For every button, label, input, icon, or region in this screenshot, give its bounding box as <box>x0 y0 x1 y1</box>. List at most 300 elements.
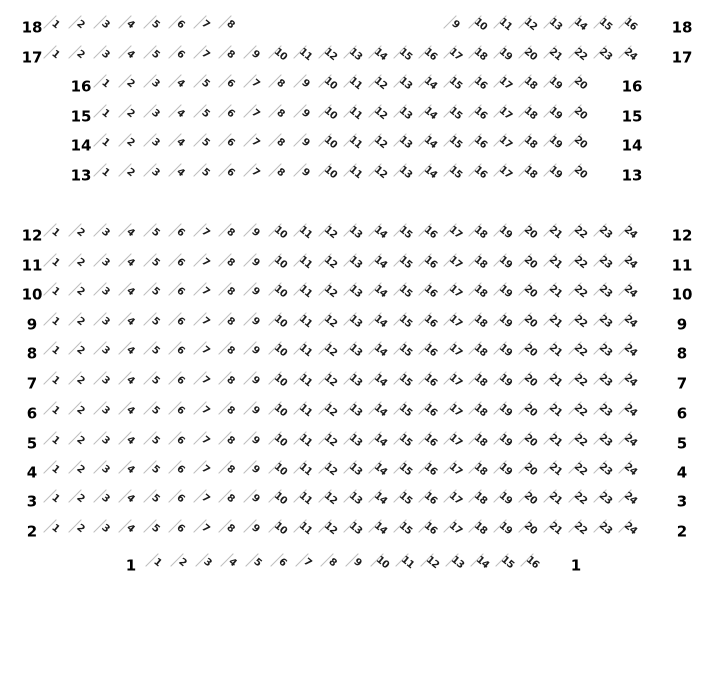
seat-number: 12 <box>321 313 339 330</box>
seat-number: 10 <box>271 283 289 300</box>
seat-number: 3 <box>149 166 162 179</box>
seat-number: 24 <box>621 254 639 271</box>
seat-number: 11 <box>296 342 314 359</box>
seat-number: 8 <box>274 166 287 179</box>
seat-number: 23 <box>596 224 614 241</box>
seat-number: 8 <box>224 492 237 505</box>
seat-number: 12 <box>321 342 339 359</box>
seat-number: 1 <box>49 48 62 61</box>
seat-number: 17 <box>446 46 464 63</box>
row-label-right: 18 <box>671 18 693 37</box>
seat-number: 15 <box>396 254 414 271</box>
seat-number: 17 <box>446 283 464 300</box>
seat-number: 13 <box>448 554 466 571</box>
seat-number: 1 <box>49 463 62 476</box>
seat-number: 11 <box>296 254 314 271</box>
seat-number: 22 <box>571 402 589 419</box>
seat-number: 12 <box>321 283 339 300</box>
seat-number: 13 <box>346 520 364 537</box>
seat-number: 10 <box>271 432 289 449</box>
row-label-left: 15 <box>70 107 92 126</box>
seat-number: 22 <box>571 342 589 359</box>
seat-number: 5 <box>149 48 162 61</box>
seat-number: 7 <box>199 522 212 535</box>
seat-number: 10 <box>373 554 391 571</box>
seat-number: 6 <box>174 344 187 357</box>
seat-number: 21 <box>546 254 564 271</box>
row-label-left: 18 <box>21 18 43 37</box>
seat-number: 4 <box>124 344 137 357</box>
seat-number: 1 <box>151 556 164 569</box>
seat-number: 7 <box>199 48 212 61</box>
seat-number: 1 <box>49 522 62 535</box>
seat-number: 12 <box>321 402 339 419</box>
seat-number: 16 <box>471 164 489 181</box>
seat-number: 1 <box>49 315 62 328</box>
seat-number: 24 <box>621 461 639 478</box>
seat-number: 24 <box>621 432 639 449</box>
seat-number: 1 <box>49 256 62 269</box>
seat-number: 18 <box>471 520 489 537</box>
seat-number: 3 <box>99 492 112 505</box>
seat-number: 9 <box>249 463 262 476</box>
seat-number: 12 <box>423 554 441 571</box>
seat-number: 6 <box>174 463 187 476</box>
seat-number: 10 <box>271 372 289 389</box>
seat-number: 22 <box>571 46 589 63</box>
seat-number: 12 <box>321 520 339 537</box>
seat-number: 6 <box>174 18 187 31</box>
seat-number: 1 <box>49 374 62 387</box>
seat-number: 11 <box>346 75 364 92</box>
seat-number: 10 <box>321 105 339 122</box>
seat-number: 3 <box>149 77 162 90</box>
seat-number: 5 <box>251 556 264 569</box>
row-label-left: 3 <box>26 492 38 511</box>
seat-number: 4 <box>124 226 137 239</box>
seat-number: 20 <box>571 105 589 122</box>
seat-number: 7 <box>199 226 212 239</box>
seat-number: 13 <box>346 342 364 359</box>
seat-number: 5 <box>149 434 162 447</box>
seat-number: 6 <box>174 404 187 417</box>
seat-number: 11 <box>296 520 314 537</box>
seat-number: 2 <box>74 492 87 505</box>
seat-number: 16 <box>421 372 439 389</box>
seat-number: 8 <box>224 463 237 476</box>
seat-number: 4 <box>124 256 137 269</box>
seat-number: 14 <box>421 164 439 181</box>
seat-number: 22 <box>571 432 589 449</box>
seat-number: 3 <box>99 315 112 328</box>
seat-number: 13 <box>346 313 364 330</box>
seat-number: 17 <box>496 134 514 151</box>
row-label-right: 11 <box>671 256 693 275</box>
seat-number: 2 <box>74 315 87 328</box>
seat-number: 12 <box>521 16 539 33</box>
seat-number: 17 <box>496 164 514 181</box>
seat-number: 6 <box>224 107 237 120</box>
seat-number: 22 <box>571 490 589 507</box>
seat-number: 18 <box>471 46 489 63</box>
seat-number: 17 <box>496 75 514 92</box>
seat-number: 5 <box>149 285 162 298</box>
seat-number: 4 <box>124 285 137 298</box>
seat-number: 2 <box>74 285 87 298</box>
seat-number: 8 <box>224 256 237 269</box>
seat-number: 16 <box>421 224 439 241</box>
seat-number: 1 <box>99 136 112 149</box>
seat-number: 8 <box>224 18 237 31</box>
seat-number: 11 <box>296 461 314 478</box>
seat-number: 14 <box>421 105 439 122</box>
row-label-left: 12 <box>21 226 43 245</box>
row-label-right: 2 <box>676 522 688 541</box>
seat-number: 11 <box>296 313 314 330</box>
seat-number: 3 <box>99 18 112 31</box>
seat-number: 19 <box>496 313 514 330</box>
seat-number: 9 <box>299 77 312 90</box>
seat-number: 19 <box>496 461 514 478</box>
seat-number: 18 <box>471 224 489 241</box>
seat-number: 18 <box>471 432 489 449</box>
seat-number: 15 <box>596 16 614 33</box>
seat-number: 20 <box>521 313 539 330</box>
seat-number: 5 <box>199 136 212 149</box>
seat-number: 20 <box>521 490 539 507</box>
seat-number: 8 <box>224 434 237 447</box>
seat-number: 16 <box>421 402 439 419</box>
seat-number: 12 <box>371 134 389 151</box>
seat-number: 18 <box>471 461 489 478</box>
seat-number: 1 <box>99 107 112 120</box>
row-label-left: 4 <box>26 463 38 482</box>
row-label-right: 10 <box>671 285 693 304</box>
seat-number: 21 <box>546 283 564 300</box>
seat-number: 22 <box>571 461 589 478</box>
seat-number: 8 <box>274 107 287 120</box>
seat-number: 17 <box>446 313 464 330</box>
seat-number: 2 <box>74 18 87 31</box>
seat-number: 11 <box>296 372 314 389</box>
seat-number: 21 <box>546 402 564 419</box>
seat-number: 19 <box>546 164 564 181</box>
seat-number: 8 <box>274 136 287 149</box>
seat-number: 3 <box>99 404 112 417</box>
seat-number: 4 <box>124 48 137 61</box>
seat-number: 1 <box>49 404 62 417</box>
row-label-right: 7 <box>676 374 688 393</box>
seat-number: 23 <box>596 283 614 300</box>
seat-number: 13 <box>396 75 414 92</box>
seat-number: 18 <box>521 164 539 181</box>
seat-number: 20 <box>521 402 539 419</box>
seat-number: 2 <box>74 404 87 417</box>
seat-number: 13 <box>346 461 364 478</box>
seat-number: 23 <box>596 402 614 419</box>
row-label-right: 15 <box>621 107 643 126</box>
row-label-right: 12 <box>671 226 693 245</box>
seat-number: 3 <box>201 556 214 569</box>
seat-number: 20 <box>521 342 539 359</box>
seat-number: 15 <box>396 224 414 241</box>
seat-number: 15 <box>446 75 464 92</box>
seat-number: 24 <box>621 283 639 300</box>
seat-number: 19 <box>496 402 514 419</box>
row-label-left: 7 <box>26 374 38 393</box>
seat-number: 17 <box>496 105 514 122</box>
seat-number: 11 <box>398 554 416 571</box>
seat-number: 9 <box>299 136 312 149</box>
seat-number: 15 <box>396 520 414 537</box>
seat-number: 19 <box>496 490 514 507</box>
seat-number: 4 <box>124 434 137 447</box>
seat-number: 1 <box>49 492 62 505</box>
seat-number: 9 <box>249 434 262 447</box>
seat-number: 17 <box>446 461 464 478</box>
seat-number: 8 <box>224 404 237 417</box>
seat-number: 6 <box>224 166 237 179</box>
seat-number: 7 <box>249 107 262 120</box>
seat-number: 22 <box>571 283 589 300</box>
seat-number: 20 <box>521 46 539 63</box>
seat-number: 20 <box>521 520 539 537</box>
seat-number: 13 <box>396 134 414 151</box>
seat-number: 9 <box>249 404 262 417</box>
seat-number: 14 <box>473 554 491 571</box>
seat-number: 2 <box>74 434 87 447</box>
seat-number: 17 <box>446 254 464 271</box>
seat-number: 15 <box>396 490 414 507</box>
seat-number: 9 <box>249 226 262 239</box>
seat-number: 15 <box>396 46 414 63</box>
seat-number: 22 <box>571 520 589 537</box>
seat-number: 19 <box>546 134 564 151</box>
seat-number: 9 <box>249 344 262 357</box>
seat-number: 18 <box>471 313 489 330</box>
seat-number: 8 <box>224 226 237 239</box>
seat-number: 16 <box>621 16 639 33</box>
seat-number: 15 <box>396 432 414 449</box>
seat-number: 3 <box>99 434 112 447</box>
seat-number: 9 <box>249 285 262 298</box>
seat-number: 11 <box>296 432 314 449</box>
seat-number: 14 <box>371 224 389 241</box>
seat-number: 21 <box>546 490 564 507</box>
seat-number: 10 <box>271 490 289 507</box>
seat-number: 13 <box>346 283 364 300</box>
seat-number: 7 <box>199 434 212 447</box>
row-label-left: 1 <box>125 556 137 575</box>
seat-number: 5 <box>149 315 162 328</box>
seat-number: 22 <box>571 313 589 330</box>
seat-number: 15 <box>446 105 464 122</box>
seat-number: 14 <box>371 372 389 389</box>
seat-number: 9 <box>249 48 262 61</box>
seat-number: 18 <box>471 283 489 300</box>
seat-number: 18 <box>471 254 489 271</box>
seat-number: 7 <box>249 77 262 90</box>
seat-number: 6 <box>174 226 187 239</box>
seat-number: 1 <box>99 77 112 90</box>
seat-number: 17 <box>446 224 464 241</box>
seat-number: 5 <box>149 226 162 239</box>
seat-number: 19 <box>496 520 514 537</box>
seat-number: 10 <box>271 461 289 478</box>
seat-number: 21 <box>546 372 564 389</box>
seat-number: 17 <box>446 490 464 507</box>
seat-number: 4 <box>124 315 137 328</box>
seat-number: 20 <box>521 254 539 271</box>
seat-number: 12 <box>321 372 339 389</box>
seat-number: 9 <box>299 166 312 179</box>
seat-number: 21 <box>546 432 564 449</box>
seat-number: 2 <box>124 107 137 120</box>
seat-number: 24 <box>621 490 639 507</box>
row-label-right: 6 <box>676 404 688 423</box>
seat-number: 17 <box>446 342 464 359</box>
seat-number: 18 <box>521 75 539 92</box>
seat-number: 4 <box>124 522 137 535</box>
seat-number: 24 <box>621 224 639 241</box>
seat-number: 12 <box>321 490 339 507</box>
seat-number: 21 <box>546 46 564 63</box>
seat-number: 5 <box>149 463 162 476</box>
seat-number: 14 <box>371 46 389 63</box>
seat-number: 16 <box>421 313 439 330</box>
seat-number: 6 <box>276 556 289 569</box>
seat-number: 12 <box>321 461 339 478</box>
seat-number: 5 <box>149 404 162 417</box>
seat-number: 4 <box>174 107 187 120</box>
seat-number: 14 <box>571 16 589 33</box>
seat-number: 19 <box>496 254 514 271</box>
seat-number: 1 <box>49 344 62 357</box>
seat-number: 21 <box>546 342 564 359</box>
seat-number: 2 <box>124 77 137 90</box>
seat-number: 11 <box>496 16 514 33</box>
seat-number: 5 <box>149 522 162 535</box>
seat-number: 8 <box>224 344 237 357</box>
seat-number: 15 <box>396 461 414 478</box>
seat-number: 8 <box>224 48 237 61</box>
seat-number: 14 <box>421 134 439 151</box>
row-label-right: 9 <box>676 315 688 334</box>
seat-number: 22 <box>571 372 589 389</box>
row-label-left: 9 <box>26 315 38 334</box>
seat-number: 3 <box>99 522 112 535</box>
row-label-right: 1 <box>570 556 582 575</box>
seat-number: 20 <box>521 283 539 300</box>
seat-number: 20 <box>521 461 539 478</box>
seat-number: 16 <box>471 75 489 92</box>
seat-number: 5 <box>199 77 212 90</box>
seat-number: 21 <box>546 224 564 241</box>
row-label-right: 14 <box>621 136 643 155</box>
seat-number: 2 <box>74 226 87 239</box>
seat-number: 9 <box>249 315 262 328</box>
seat-number: 3 <box>99 48 112 61</box>
seat-number: 19 <box>496 46 514 63</box>
seat-number: 1 <box>49 18 62 31</box>
seat-number: 24 <box>621 46 639 63</box>
seat-number: 5 <box>149 374 162 387</box>
seat-number: 18 <box>521 134 539 151</box>
seat-number: 11 <box>296 402 314 419</box>
seat-number: 13 <box>546 16 564 33</box>
seat-number: 7 <box>199 285 212 298</box>
seat-number: 16 <box>421 254 439 271</box>
row-label-right: 17 <box>671 48 693 67</box>
seat-number: 16 <box>421 432 439 449</box>
seat-number: 15 <box>396 313 414 330</box>
row-label-right: 13 <box>621 166 643 185</box>
seat-number: 21 <box>546 461 564 478</box>
seat-number: 20 <box>521 224 539 241</box>
seat-number: 6 <box>174 522 187 535</box>
seat-number: 15 <box>446 164 464 181</box>
seat-number: 8 <box>224 315 237 328</box>
seat-number: 23 <box>596 461 614 478</box>
seat-number: 12 <box>321 46 339 63</box>
seat-number: 22 <box>571 224 589 241</box>
seat-number: 15 <box>396 372 414 389</box>
seat-number: 12 <box>321 254 339 271</box>
seat-number: 18 <box>521 105 539 122</box>
seat-number: 6 <box>174 374 187 387</box>
seat-number: 2 <box>74 463 87 476</box>
seat-number: 4 <box>124 463 137 476</box>
seat-number: 19 <box>496 283 514 300</box>
seat-number: 11 <box>346 105 364 122</box>
seat-number: 23 <box>596 254 614 271</box>
seat-number: 4 <box>124 18 137 31</box>
seat-number: 4 <box>124 492 137 505</box>
seat-number: 13 <box>346 402 364 419</box>
seat-number: 15 <box>396 283 414 300</box>
seat-number: 10 <box>271 313 289 330</box>
seat-number: 4 <box>124 404 137 417</box>
seat-number: 13 <box>396 164 414 181</box>
seat-number: 7 <box>301 556 314 569</box>
seat-number: 24 <box>621 372 639 389</box>
seat-number: 16 <box>421 46 439 63</box>
seat-number: 6 <box>174 256 187 269</box>
row-label-right: 8 <box>676 344 688 363</box>
seat-number: 5 <box>149 256 162 269</box>
seat-number: 19 <box>496 372 514 389</box>
seat-number: 2 <box>74 256 87 269</box>
seat-number: 3 <box>99 256 112 269</box>
seat-number: 10 <box>271 342 289 359</box>
seat-number: 14 <box>371 254 389 271</box>
seat-number: 7 <box>199 256 212 269</box>
seat-number: 10 <box>271 402 289 419</box>
seat-number: 5 <box>149 18 162 31</box>
seat-number: 3 <box>99 344 112 357</box>
seat-number: 7 <box>199 404 212 417</box>
seat-number: 6 <box>224 136 237 149</box>
seat-number: 13 <box>346 46 364 63</box>
seat-number: 7 <box>199 18 212 31</box>
seat-number: 4 <box>174 77 187 90</box>
seat-number: 19 <box>546 75 564 92</box>
seat-number: 9 <box>351 556 364 569</box>
seat-number: 15 <box>396 402 414 419</box>
seat-number: 7 <box>249 136 262 149</box>
seat-number: 6 <box>174 315 187 328</box>
seat-number: 6 <box>224 77 237 90</box>
